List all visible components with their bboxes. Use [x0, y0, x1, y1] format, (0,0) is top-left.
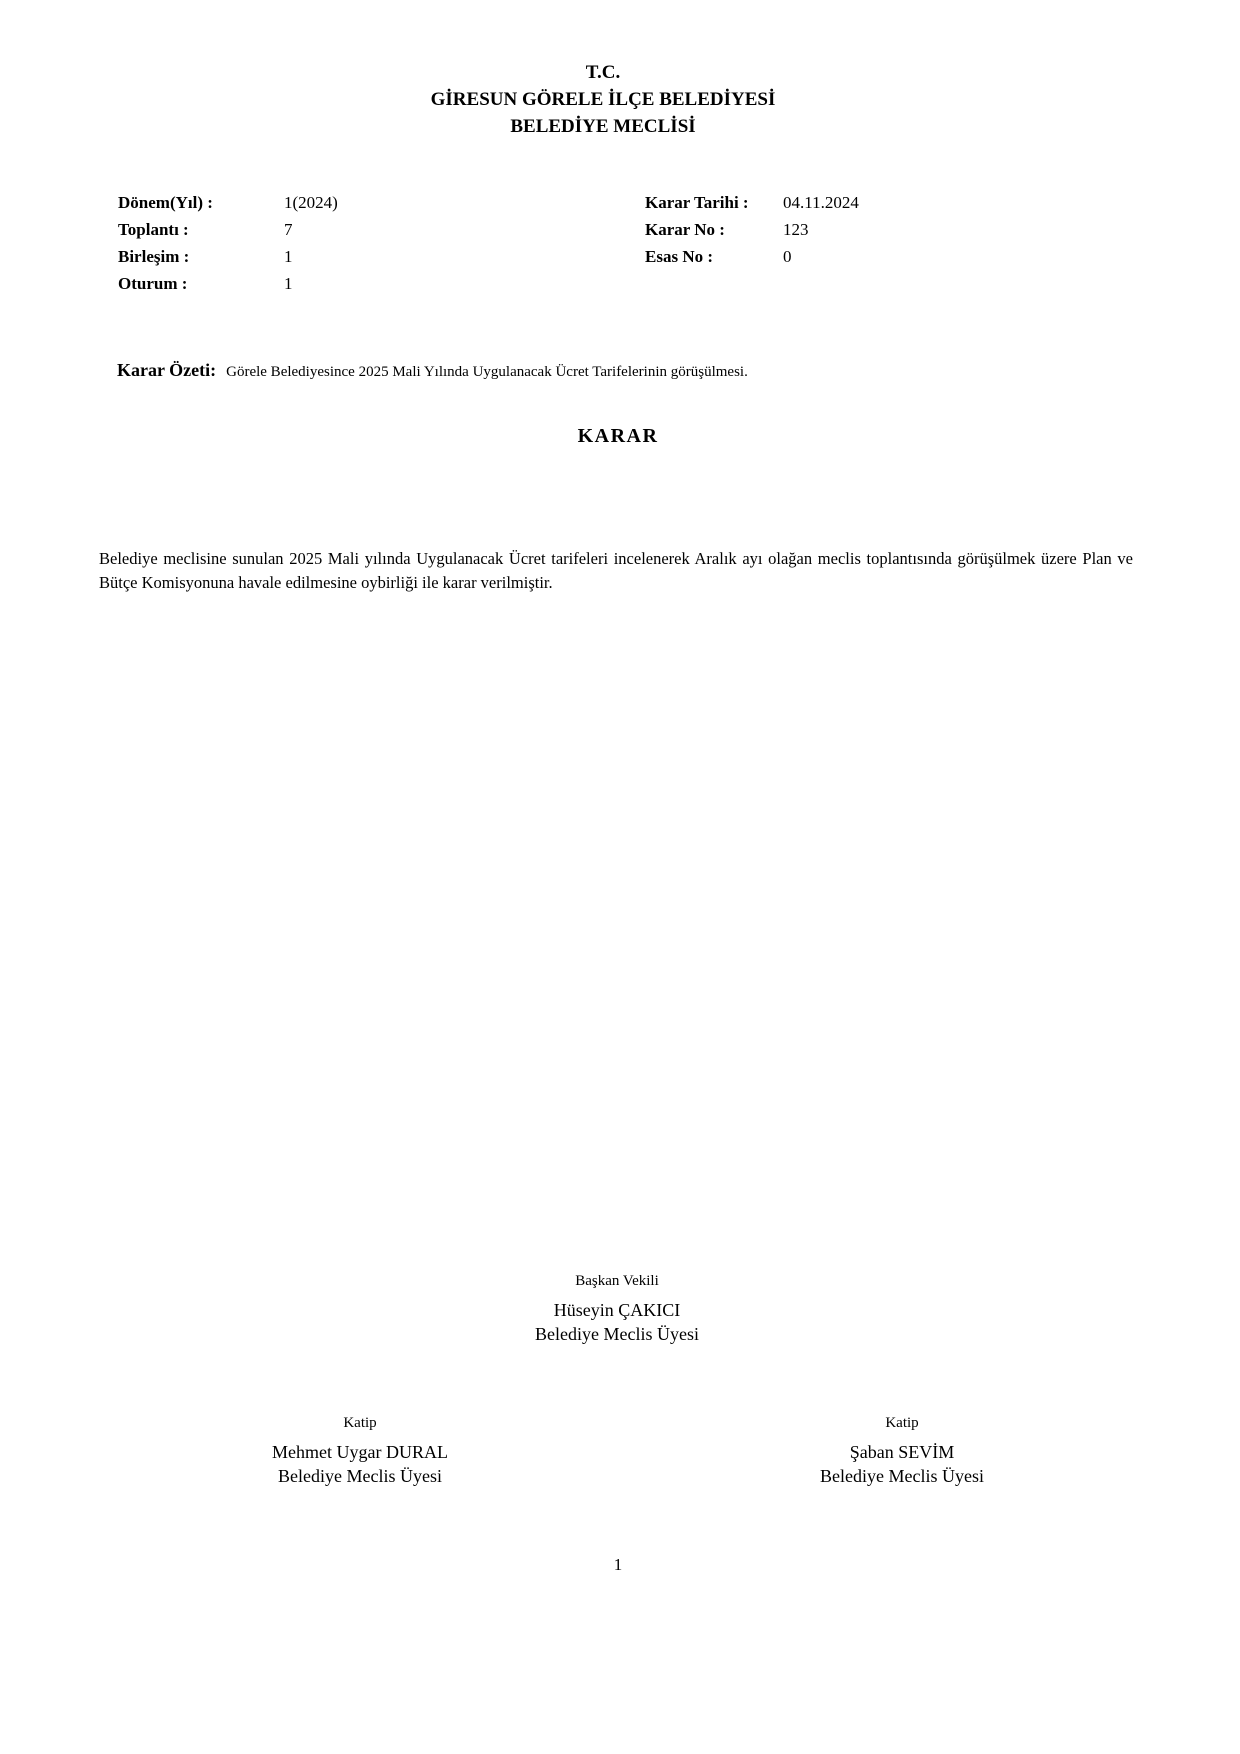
meta-label-toplanti: Toplantı : [118, 220, 189, 239]
meta-row-birlesim [118, 247, 338, 274]
letterhead-council-name: BELEDİYE MECLİSİ [510, 116, 696, 137]
meta-label-karar-no: Karar No : [645, 220, 725, 239]
signature-clerk-1 [160, 1413, 560, 1488]
meta-row-oturum [118, 274, 338, 301]
session-metadata-left [118, 193, 338, 301]
meta-row-donem [118, 193, 338, 220]
meta-value-toplanti: 7 [284, 220, 293, 239]
signature-clerk-2 [702, 1413, 1102, 1488]
letterhead-municipality-name: GİRESUN GÖRELE İLÇE BELEDİYESİ [430, 89, 776, 110]
decision-summary-text: Görele Belediyesince 2025 Mali Yılında Uygulanacak Ücret Tarifelerinin görüşülmesi. [226, 364, 748, 380]
meta-label-birlesim: Birleşim : [118, 247, 190, 266]
decision-summary-label: Karar Özeti: [117, 360, 217, 380]
letterhead-state-abbr: T.C. [585, 62, 621, 83]
page-number: 1 [613, 1555, 623, 1574]
decision-heading: KARAR [577, 425, 659, 447]
signature-clerk-1-title: Belediye Meclis Üyesi [278, 1466, 442, 1486]
decision-body-paragraph: Belediye meclisine sunulan 2025 Mali yılında Uygulanacak Ücret tarifeleri incelenerek Aralık ayı olağan meclis toplantısında görüşülmek üzere Plan ve Bütçe Komisyonuna havale edilmesine oybirliği ile karar verilmiştir. [99, 548, 1133, 592]
signature-clerk-1-role: Katip [343, 1415, 377, 1431]
meta-value-karar-no: 123 [783, 220, 809, 239]
signature-chair-role: Başkan Vekili [575, 1273, 659, 1289]
decision-metadata-right [645, 193, 859, 274]
signature-clerk-2-name: Şaban SEVİM [849, 1442, 955, 1462]
signature-chair-name: Hüseyin ÇAKICI [553, 1300, 681, 1320]
signature-chair [0, 1271, 1234, 1346]
meta-label-donem: Dönem(Yıl) : [118, 193, 213, 212]
decision-summary [117, 360, 1157, 381]
meta-value-donem: 1(2024) [284, 193, 338, 212]
meta-row-karar-no [645, 220, 859, 247]
meta-label-karar-tarihi: Karar Tarihi : [645, 193, 749, 212]
signature-clerk-2-role: Katip [885, 1415, 919, 1431]
meta-value-birlesim: 1 [284, 247, 293, 266]
meta-label-oturum: Oturum : [118, 274, 188, 293]
meta-row-karar-tarihi [645, 193, 859, 220]
meta-value-oturum: 1 [284, 274, 293, 293]
signature-clerk-1-name: Mehmet Uygar DURAL [272, 1442, 448, 1462]
meta-value-esas-no: 0 [783, 247, 792, 266]
meta-row-toplanti [118, 220, 338, 247]
signature-chair-title: Belediye Meclis Üyesi [535, 1324, 699, 1344]
meta-row-esas-no [645, 247, 859, 274]
meta-value-karar-tarihi: 04.11.2024 [783, 193, 859, 212]
document-letterhead [0, 59, 1206, 140]
signature-clerk-2-title: Belediye Meclis Üyesi [820, 1466, 984, 1486]
meta-label-esas-no: Esas No : [645, 247, 714, 266]
